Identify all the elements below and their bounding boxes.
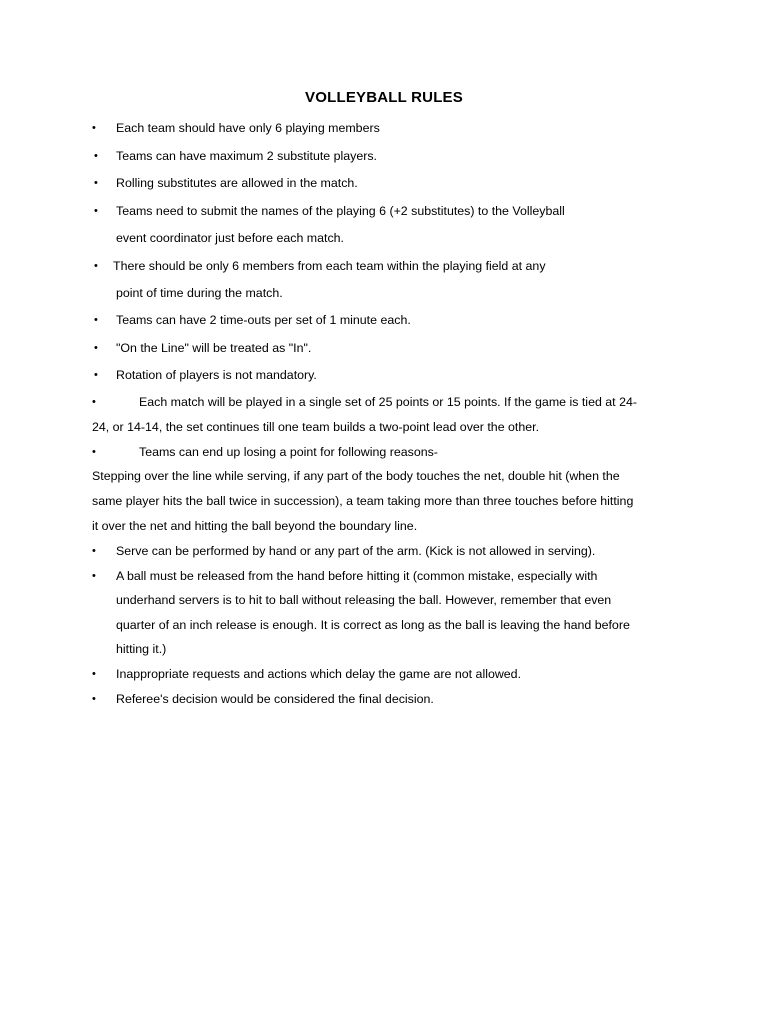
paragraph-line: it over the net and hitting the ball beyond the boundary line. bbox=[92, 519, 418, 533]
page-title: VOLLEYBALL RULES bbox=[305, 89, 463, 106]
rule-line: Teams need to submit the names of the playing 6 (+2 substitutes) to the Volleyball bbox=[116, 204, 565, 218]
rule-line: Teams can have 2 time-outs per set of 1 minute each. bbox=[116, 313, 411, 327]
rule-line: quarter of an inch release is enough. It is correct as long as the ball is leaving the hand before bbox=[116, 618, 630, 632]
rule-line: Each match will be played in a single set of 25 points or 15 points. If the game is tied at 24- bbox=[139, 395, 637, 409]
rule-line: Serve can be performed by hand or any part of the arm. (Kick is not allowed in serving). bbox=[116, 544, 596, 558]
bullet-icon: • bbox=[92, 396, 96, 408]
rule-line: event coordinator just before each match. bbox=[116, 231, 344, 245]
rule-line: 24, or 14-14, the set continues till one team builds a two-point lead over the other. bbox=[92, 420, 540, 434]
rule-line: Referee's decision would be considered the final decision. bbox=[116, 692, 434, 706]
rule-line: underhand servers is to hit to ball without releasing the ball. However, remember that even bbox=[116, 593, 612, 607]
rule-line: Each team should have only 6 playing members bbox=[116, 121, 380, 135]
rule-line: point of time during the match. bbox=[116, 286, 283, 300]
rule-line: Rolling substitutes are allowed in the match. bbox=[116, 176, 358, 190]
bullet-icon: • bbox=[92, 545, 96, 557]
rule-line: Teams can end up losing a point for following reasons- bbox=[139, 445, 438, 459]
rule-line: A ball must be released from the hand before hitting it (common mistake, especially with bbox=[116, 569, 598, 583]
rule-line: "On the Line" will be treated as "In". bbox=[116, 341, 312, 355]
bullet-icon: • bbox=[94, 342, 98, 354]
paragraph-line: same player hits the ball twice in succession), a team taking more than three touches before hitting bbox=[92, 494, 634, 508]
bullet-icon: • bbox=[92, 122, 96, 134]
bullet-icon: • bbox=[94, 260, 98, 272]
bullet-icon: • bbox=[92, 693, 96, 705]
bullet-icon: • bbox=[92, 668, 96, 680]
rule-line: Teams can have maximum 2 substitute players. bbox=[116, 149, 378, 163]
bullet-icon: • bbox=[94, 369, 98, 381]
bullet-icon: • bbox=[94, 150, 98, 162]
bullet-icon: • bbox=[92, 570, 96, 582]
bullet-icon: • bbox=[94, 314, 98, 326]
rule-line: Rotation of players is not mandatory. bbox=[116, 368, 317, 382]
bullet-icon: • bbox=[92, 446, 96, 458]
rule-line: hitting it.) bbox=[116, 642, 167, 656]
rule-line: Inappropriate requests and actions which delay the game are not allowed. bbox=[116, 667, 522, 681]
bullet-icon: • bbox=[94, 205, 98, 217]
rule-line: There should be only 6 members from each team within the playing field at any bbox=[113, 259, 546, 273]
bullet-icon: • bbox=[94, 177, 98, 189]
paragraph-line: Stepping over the line while serving, if any part of the body touches the net, double hit (when the bbox=[92, 469, 620, 483]
